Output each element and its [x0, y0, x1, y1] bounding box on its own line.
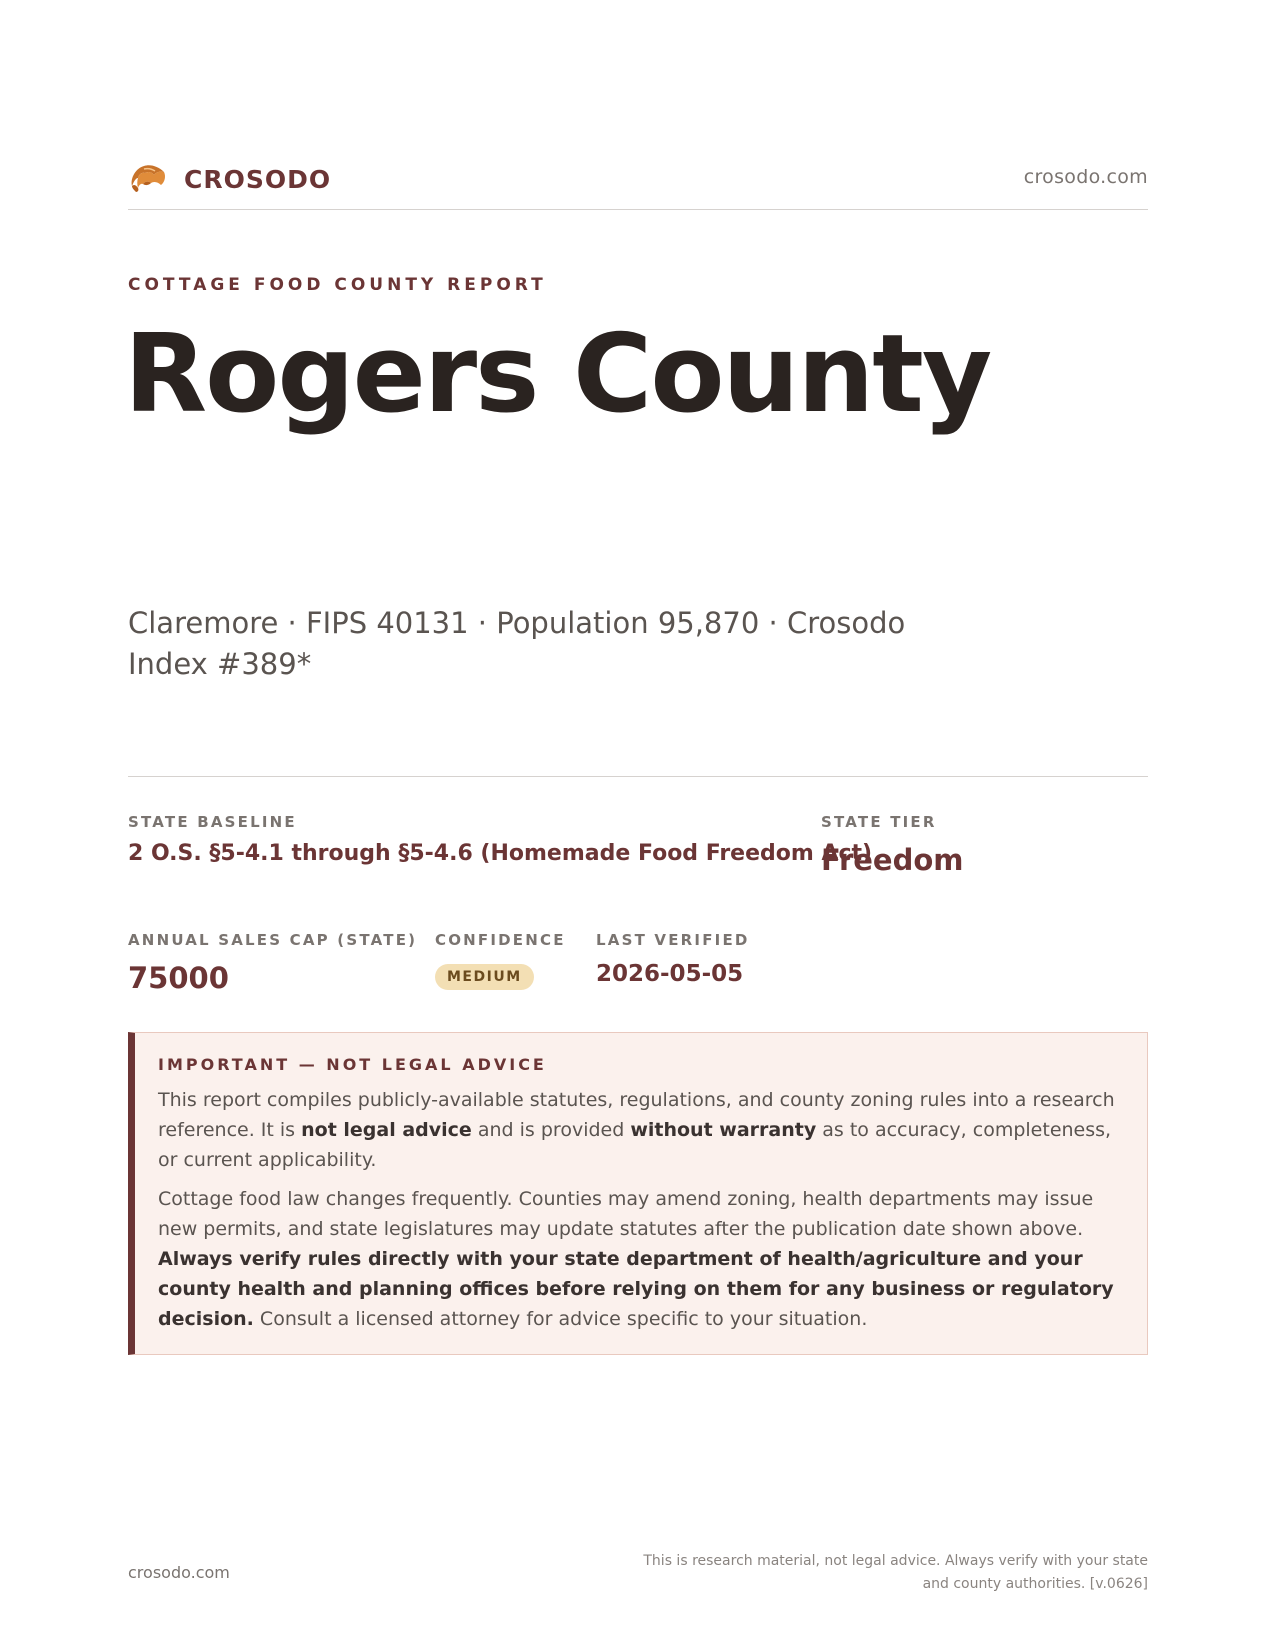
site-url-link[interactable]: crosodo.com: [1023, 166, 1148, 188]
legal-notice-paragraph-1: [158, 1085, 1121, 1175]
notice-text: This report compiles publicly-available statutes, regulations, and county zoning rules into a research reference. It is: [158, 1089, 1115, 1141]
notice-text: as to accuracy, completeness, or current applicability.: [158, 1119, 1112, 1171]
footer-site-url[interactable]: crosodo.com: [128, 1563, 230, 1582]
state-baseline-value: 2 O.S. §5-4.1 through §5-4.6 (Homemade Food Freedom Act): [128, 841, 873, 866]
report-page: [124, 0, 1148, 1650]
county-title: Rogers County: [124, 312, 991, 437]
footer-disclaimer: This is research material, not legal advice. Always verify with your state and county authorities. [v.0626]: [643, 1553, 1148, 1592]
legal-notice: [128, 1032, 1148, 1355]
notice-emphasis: without warranty: [630, 1119, 817, 1141]
last-verified-field: [596, 931, 750, 987]
county-subtitle: Claremore · FIPS 40131 · Population 95,870 · Crosodo Index #389*: [128, 606, 906, 681]
croissant-icon: [128, 160, 168, 196]
sales-cap-label: ANNUAL SALES CAP (STATE): [128, 931, 418, 949]
state-tier-value: Freedom: [821, 843, 964, 877]
brand-name: CROSODO: [184, 164, 332, 194]
report-eyebrow: COTTAGE FOOD COUNTY REPORT: [128, 275, 547, 295]
confidence-label: CONFIDENCE: [435, 931, 566, 949]
notice-emphasis: Always verify rules directly with your state department of health/agriculture and your county health and planning offices before relying on them for any business or regulatory decision.: [158, 1248, 1114, 1330]
legal-notice-paragraph-2: [158, 1184, 1121, 1334]
state-baseline-field: [128, 813, 872, 866]
sales-cap-value: 75000: [128, 961, 229, 995]
notice-text: Consult a licensed attorney for advice specific to your situation.: [253, 1308, 868, 1330]
page-header: [128, 160, 1148, 210]
confidence-badge: MEDIUM: [435, 964, 534, 990]
state-tier-label: STATE TIER: [821, 813, 937, 831]
sales-cap-field: [128, 931, 417, 995]
section-divider: [128, 776, 1148, 777]
state-tier-field: [821, 813, 964, 877]
notice-text: Cottage food law changes frequently. Counties may amend zoning, health departments may issue new permits, and state legislatures may update statutes after the publication date shown above.: [158, 1188, 1094, 1240]
last-verified-value: 2026-05-05: [596, 961, 744, 987]
notice-text: and is provided: [471, 1119, 631, 1141]
last-verified-label: LAST VERIFIED: [596, 931, 750, 949]
notice-emphasis: not legal advice: [301, 1119, 472, 1141]
state-baseline-label: STATE BASELINE: [128, 813, 297, 831]
legal-notice-title: IMPORTANT — NOT LEGAL ADVICE: [158, 1055, 547, 1074]
confidence-field: [435, 931, 566, 990]
brand[interactable]: [128, 160, 331, 196]
